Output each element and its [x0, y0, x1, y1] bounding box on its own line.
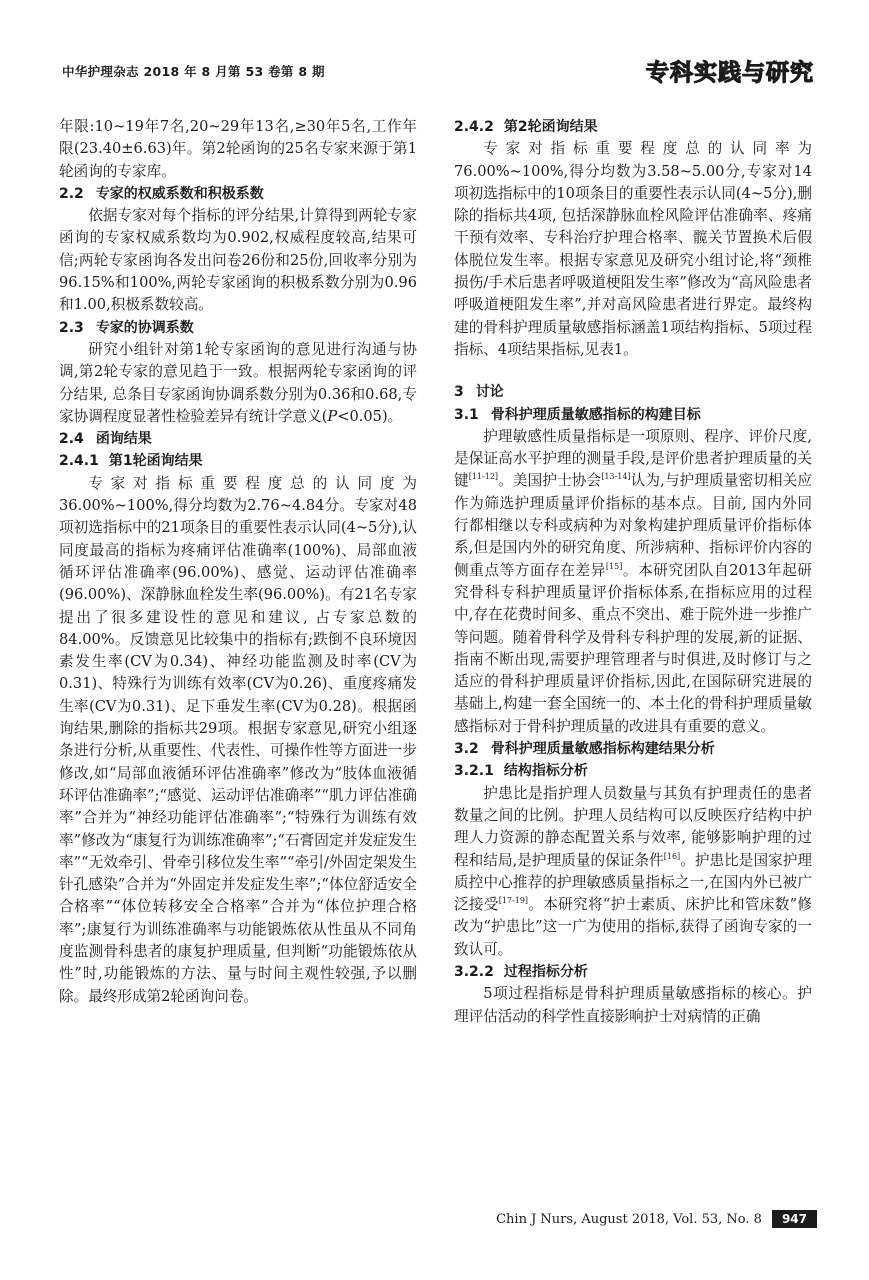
spacer [454, 361, 812, 381]
heading-number: 3.2.2 [454, 963, 494, 980]
citation-ref: [11-12] [468, 472, 499, 482]
heading-title: 结构指标分析 [503, 763, 588, 780]
paragraph: 5项过程指标是骨科护理质量敏感指标的核心。护理评估活动的科学性直接影响护士对病情的正确 [454, 985, 812, 1025]
footer-citation: Chin J Nurs, August 2018, Vol. 53, No. 8 [496, 1211, 762, 1227]
right-column [454, 116, 812, 1028]
heading-3-2 [454, 738, 812, 760]
citation-ref: [17-19] [498, 896, 529, 906]
journal-header: 中华护理杂志 2018 年 8 月第 53 卷第 8 期 [62, 64, 325, 79]
text-run: 。本研究将“护士素质、床护比和管床数”修改为“护患比”这一广为使用的指标,获得了函询专家的一致认可。 [454, 896, 812, 958]
heading-3 [454, 381, 812, 403]
page-footer [496, 1210, 817, 1228]
paragraph: 专家对指标重要程度总的认同度为36.00%~100%,得分均数为2.76~4.84分。专家对48项初选指标中的21项条目的重要性表示认同(4~5分),认同度最高的指标为疼痛评估准确率(100%)、局部血液循环评估准确率(96.00%)、感觉、运动评估准确率(96.00%)、深静脉血栓发生率(96.00%)。有21名专家提出了很多建设性的意见和建议, 占专家总数的84.00%。反馈意见比较集中的指标有;跌倒不良环境因素发生率(CV为0.34)、神经功能监测及时率(CV为0.31)、特殊行为训练有效率(CV为0.26)、重度疼痛发生率(CV为0.31)、足下垂发生率(CV为0.28)。根据函询结果,删除的指标共29项。根据专家意见,研究小组逐条进行分析,从重要性、代表性、可操作性等方面进一步修改,如“局部血液循环评估准确率”修改为“肢体血液循环评估准确率”;“感觉、运动评估准确率”“肌力评估准确率”合并为“神经功能评估准确率”;“特殊行为训练有效率”修改为“康复行为训练准确率”;“石膏固定并发症发生率”“无效牵引、骨牵引移位发生率”“牵引/外固定架发生针孔感染”合并为“外固定并发症发生率”;“体位舒适安全合格率”“体位转移安全合格率”合并为“体位护理合格率”;康复行为训练准确率与功能锻炼依从性虽从不同角度监测骨科患者的康复护理质量, 但判断“功能锻炼依从性”时,功能锻炼的方法、量与时间主观性较强,予以删除。最终形成第2轮函询问卷。 [59, 474, 417, 1005]
paragraph: 依据专家对每个指标的评分结果,计算得到两轮专家函询的专家权威系数均为0.902,权威程度较高,结果可信;两轮专家函询各发出问卷26份和25份,回收率分别为96.15%和100%,两轮专家函询的积极系数分别为0.96和1.00,积极系数较高。 [59, 207, 417, 314]
text-run: 研究小组针对第1轮专家函询的意见进行沟通与协调,第2轮专家的意见趋于一致。根据两轮专家函询的评分结果, 总条目专家函询协调系数分别为0.36和0.68,专家协调程度显著性检验差异有统计学意义( [59, 340, 417, 425]
heading-number: 3 [454, 384, 464, 401]
heading-number: 2.4.1 [59, 453, 99, 470]
paragraph: 专家对指标重要程度总的认同率为76.00%~100%,得分均数为3.58~5.00分,专家对14项初选指标中的10项条目的重要性表示认同(4~5分),删除的指标共4项, 包括深静脉血栓风险评估准确率、疼痛干预有效率、专科治疗护理合格率、髋关节置换术后假体脱位发生率。根据专家意见及研究小组讨论,将“颈椎损伤/手术后患者呼吸道梗阻发生率”修改为“高风险患者呼吸道梗阻发生率”,并对高风险患者进行界定。最终构建的骨科护理质量敏感指标涵盖1项结构指标、5项过程指标、4项结果指标,见表1。 [454, 140, 812, 358]
heading-3-2-1 [454, 760, 812, 782]
text-run: 护患比是指护理人员数量与其负有护理责任的患者数量之间的比例。护理人员结构可以反映医疗结构中护理人力资源的静态配置关系与效率, 能够影响护理的过程和结局,是护理质量的保证条件 [454, 784, 812, 869]
text-run: 。护患比是国家护理质控中心推荐的护理敏感质量指标之一,在国内外已被广泛接受 [454, 851, 812, 914]
page-number: 947 [772, 1210, 817, 1228]
citation-ref: [13-14] [601, 472, 631, 482]
heading-number: 2.4 [59, 431, 84, 448]
text-run: <0.05)。 [337, 407, 403, 425]
text-run: 认为,与护理质量密切相关应作为筛选护理质量评价指标的基本点。目前, 国内外同行都相继以专科或病种为对象构建护理质量评价指标体系,但是国内外的研究角度、所涉病种、指标评价内容的侧重点等方面存在差异 [454, 472, 812, 579]
text-run: 。本研究团队自2013年起研究骨科专科护理质量评价指标体系,在指标应用的过程中,存在花费时间多、重点不突出、难于院外进一步推广等问题。随着骨科学及骨科专科护理的发展,新的证据、指南不断出现,需要护理管理者与时俱进,及时修订与之适应的骨科护理质量评价指标,因此,在国际研究进展的基础上,构建一套全国统一的、本土化的骨科护理质量敏感指标对于骨科护理质量的改进具有重要的意义。 [454, 561, 812, 735]
text-run: 护理敏感性质量指标是一项原则、程序、评价尺度,是保证高水平护理的测量手段,是评价患者护理质量的关键 [454, 427, 812, 490]
citation-ref: [15] [605, 561, 623, 571]
heading-title: 骨科护理质量敏感指标的构建目标 [490, 406, 701, 423]
heading-2-2 [59, 183, 417, 205]
heading-title: 骨科护理质量敏感指标构建结果分析 [490, 741, 715, 758]
heading-3-1 [454, 404, 812, 426]
heading-2-4-2 [454, 116, 812, 138]
paragraph [454, 783, 812, 961]
italic-p: P [327, 407, 338, 425]
section-label: 专科实践与研究 [646, 60, 814, 86]
heading-title: 讨论 [475, 384, 504, 401]
heading-title: 函询结果 [95, 431, 152, 448]
paragraph [59, 339, 417, 428]
heading-2-4-1 [59, 450, 417, 472]
heading-title: 专家的权威系数和积极系数 [95, 185, 264, 202]
heading-2-4 [59, 428, 417, 450]
heading-title: 过程指标分析 [503, 963, 588, 980]
heading-2-3 [59, 317, 417, 339]
heading-number: 3.2.1 [454, 763, 494, 780]
heading-number: 2.3 [59, 319, 84, 336]
citation-ref: [16] [663, 851, 681, 861]
heading-title: 第2轮函询结果 [503, 119, 598, 135]
heading-3-2-2 [454, 961, 812, 983]
heading-number: 2.2 [59, 185, 84, 202]
heading-number: 3.2 [454, 741, 479, 758]
paragraph [454, 426, 812, 738]
heading-number: 2.4.2 [454, 119, 494, 135]
heading-title: 第1轮函询结果 [108, 453, 203, 470]
left-column [59, 116, 417, 1008]
text-run: 。美国护士协会 [498, 472, 602, 490]
heading-number: 3.1 [454, 406, 479, 423]
paragraph: 年限:10~19年7名,20~29年13名,≥30年5名,工作年限(23.40±6.63)年。第2轮函询的25名专家来源于第1轮函询的专家库。 [59, 118, 417, 180]
heading-title: 专家的协调系数 [95, 319, 194, 336]
